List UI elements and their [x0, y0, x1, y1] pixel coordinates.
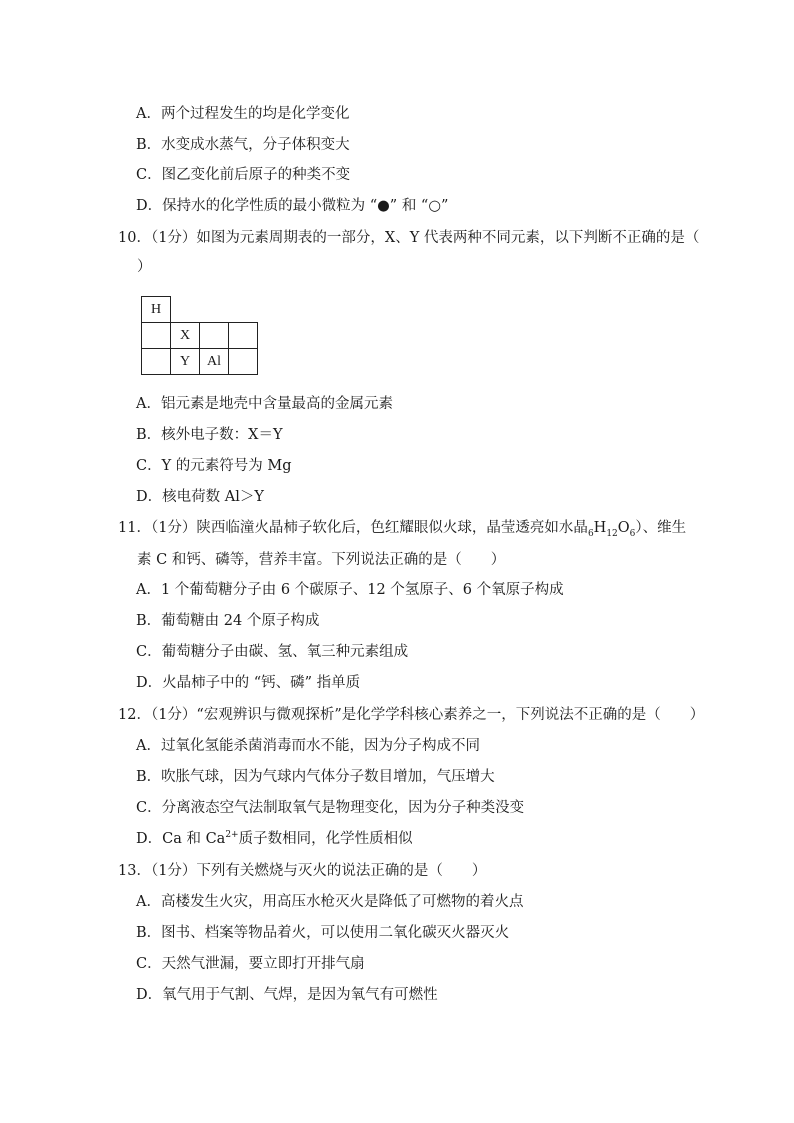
q11-option-b: B．葡萄糖由 24 个原子构成	[136, 613, 320, 629]
q10-stem-line2: ）	[137, 259, 152, 275]
cell-al: Al	[200, 349, 229, 375]
q12-option-b: B．吹胀气球，因为气球内气体分子数目增加，气压增大	[136, 769, 495, 785]
q13-option-a: A．高楼发生火灾，用高压水枪灭火是降低了可燃物的着火点	[136, 894, 524, 910]
q13-option-d: D．氧气用于气割、气焊，是因为氧气有可燃性	[136, 987, 438, 1003]
q10-option-d: D．核电荷数 Al＞Y	[136, 489, 264, 505]
q13-stem: 13．（1分）下列有关燃烧与灭火的说法正确的是（ ）	[118, 863, 487, 879]
q11-option-a: A．1 个葡萄糖分子由 6 个碳原子、12 个氢原子、6 个氧原子构成	[136, 582, 564, 598]
cell-x: X	[171, 323, 200, 349]
q9-option-d: D．保持水的化学性质的最小微粒为 “●” 和 “○”	[136, 198, 449, 214]
cell-h: H	[142, 297, 171, 323]
q13-option-b: B．图书、档案等物品着火，可以使用二氧化碳灭火器灭火	[136, 925, 510, 941]
cell-y: Y	[171, 349, 200, 375]
cell-empty	[142, 323, 171, 349]
cell-empty	[229, 323, 258, 349]
periodic-table-fragment	[141, 296, 258, 375]
q11-option-d: D．火晶柿子中的 “钙、磷” 指单质	[136, 675, 361, 691]
cell-empty	[200, 323, 229, 349]
q12-option-a: A．过氧化氢能杀菌消毒而水不能，因为分子构成不同	[136, 738, 480, 754]
q10-option-b: B．核外电子数：X＝Y	[136, 427, 283, 443]
q11-stem-line2: 素 C 和钙、磷等，营养丰富。下列说法正确的是（ ）	[137, 552, 506, 568]
q9-option-c: C．图乙变化前后原子的种类不变	[136, 167, 351, 183]
q12-option-c: C．分离液态空气法制取氧气是物理变化，因为分子种类没变	[136, 800, 525, 816]
cell-empty	[229, 349, 258, 375]
q9-option-a: A．两个过程发生的均是化学变化	[136, 106, 350, 122]
q10-option-c: C．Y 的元素符号为 Mg	[136, 458, 292, 474]
q13-option-c: C．天然气泄漏，要立即打开排气扇	[136, 956, 365, 972]
cell-empty	[142, 349, 171, 375]
q10-option-a: A．铝元素是地壳中含量最高的金属元素	[136, 396, 393, 412]
q12-stem: 12．（1分）“宏观辨识与微观探析”是化学学科核心素养之一，下列说法不正确的是（ ）	[118, 707, 705, 723]
q11-stem-line1: 11．（1分）陕西临潼火晶柿子软化后，色红耀眼似火球，晶莹透亮如水晶$_6H_{12}O_6$）、维生	[118, 520, 687, 539]
q10-stem-line1: 10．（1分）如图为元素周期表的一部分，X、Y 代表两种不同元素，以下判断不正确的是（	[118, 230, 700, 246]
q12-option-d: D．Ca 和 $Ca^{2+}$质子数相同，化学性质相似	[136, 830, 413, 847]
q11-option-c: C．葡萄糖分子由碳、氢、氧三种元素组成	[136, 644, 409, 660]
q9-option-b: B．水变成水蒸气，分子体积变大	[136, 137, 350, 153]
